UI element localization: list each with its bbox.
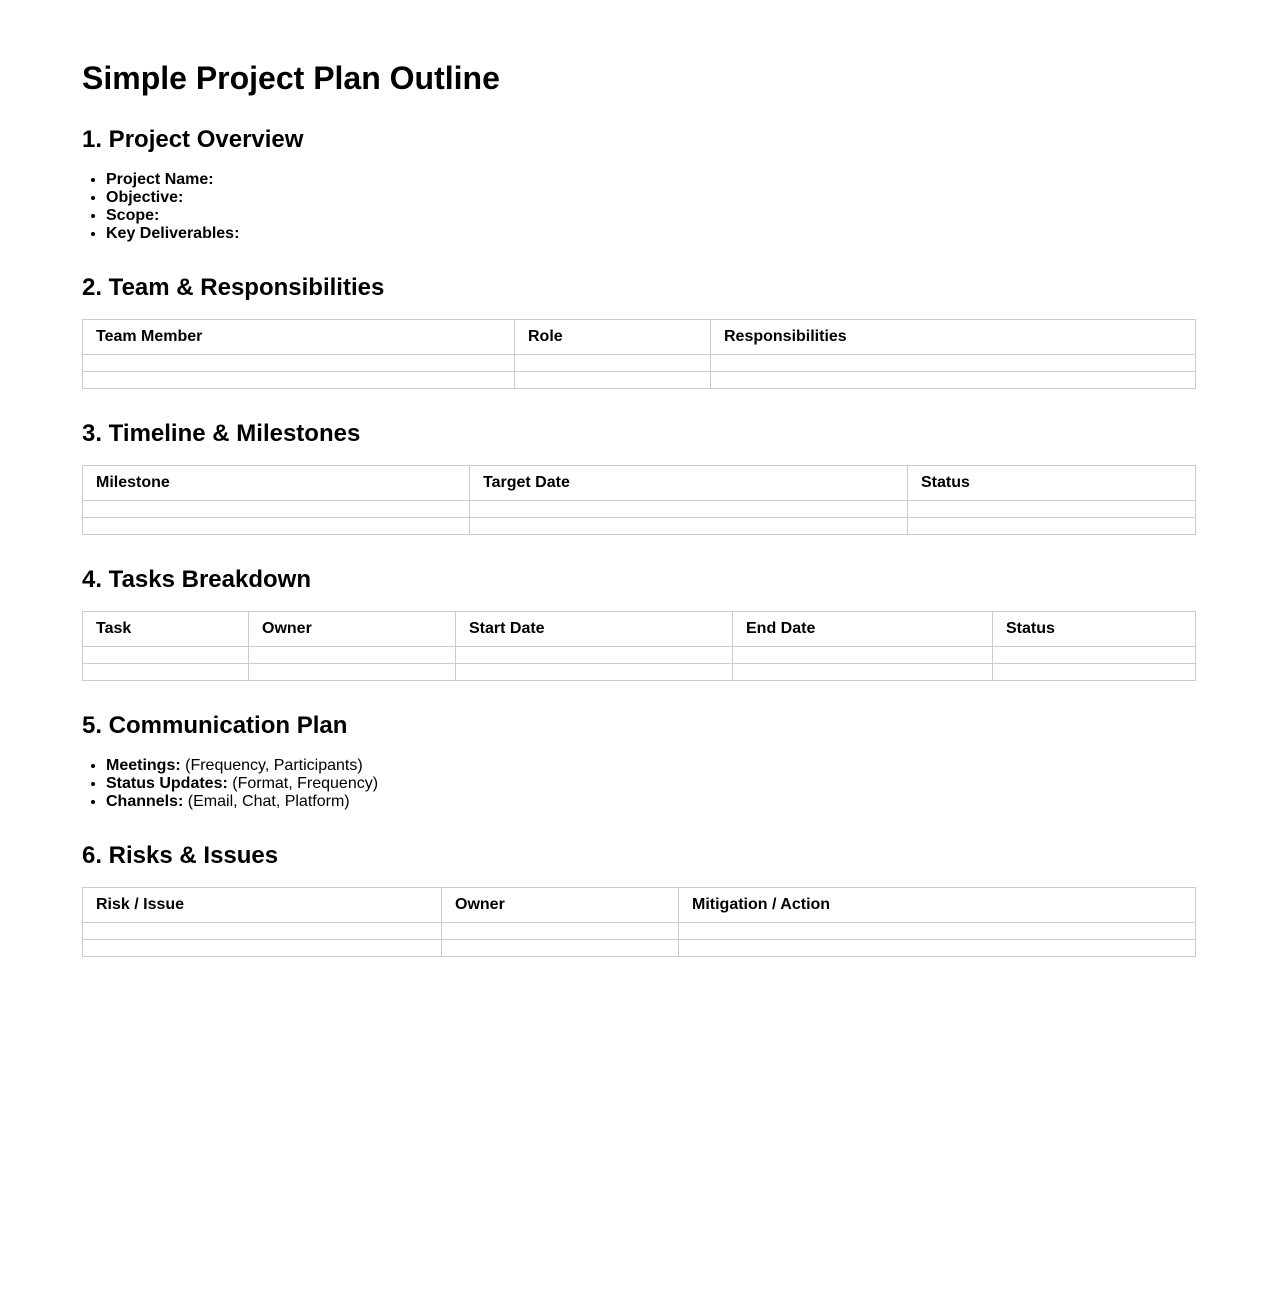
list-item: • Channels: (Email, Chat, Platform) [106,793,378,811]
list-item: • Status Updates: (Format, Frequency) [106,775,378,793]
section-heading-tasks: 4. Tasks Breakdown [82,566,311,593]
list-item: • Project Name: [106,171,239,189]
section-heading-communication: 5. Communication Plan [82,712,348,739]
section-heading-risks: 6. Risks & Issues [82,842,279,869]
table-cell[interactable] [456,664,733,681]
list-item: • Key Deliverables: [106,225,239,243]
table-cell[interactable] [993,647,1196,664]
table-cell[interactable] [679,940,1196,957]
table-cell[interactable] [83,518,470,535]
communication-list [82,757,378,811]
table-header-row [83,320,1196,355]
table-cell[interactable] [442,923,679,940]
table-cell[interactable] [83,923,442,940]
table-cell[interactable] [83,647,249,664]
section-heading-timeline: 3. Timeline & Milestones [82,420,361,447]
table-header-row [83,888,1196,923]
column-header: Start Date [456,612,733,647]
column-header: Risk / Issue [83,888,442,923]
timeline-table [82,465,1196,535]
list-item: • Meetings: (Frequency, Participants) [106,757,378,775]
column-header: Team Member [83,320,515,355]
table-cell[interactable] [733,664,993,681]
table-cell[interactable] [733,647,993,664]
table-cell[interactable] [83,372,515,389]
table-cell[interactable] [711,355,1196,372]
column-header: Target Date [470,466,908,501]
table-cell[interactable] [679,923,1196,940]
section-heading-overview: 1. Project Overview [82,126,304,153]
column-header: Role [515,320,711,355]
risks-table [82,887,1196,957]
list-item: • Objective: [106,189,239,207]
column-header: Status [908,466,1196,501]
column-header: Mitigation / Action [679,888,1196,923]
table-cell[interactable] [711,372,1196,389]
table-row [83,372,1196,389]
table-cell[interactable] [908,518,1196,535]
overview-list [82,171,239,243]
table-row [83,664,1196,681]
table-cell[interactable] [83,664,249,681]
column-header: Owner [249,612,456,647]
table-row [83,518,1196,535]
column-header: Status [993,612,1196,647]
table-cell[interactable] [993,664,1196,681]
table-header-row [83,466,1196,501]
table-cell[interactable] [470,501,908,518]
page-title: Simple Project Plan Outline [82,60,500,96]
list-item: • Scope: [106,207,239,225]
table-row [83,647,1196,664]
table-header-row [83,612,1196,647]
table-row [83,923,1196,940]
table-cell[interactable] [83,501,470,518]
table-cell[interactable] [456,647,733,664]
table-cell[interactable] [908,501,1196,518]
table-cell[interactable] [249,664,456,681]
column-header: Owner [442,888,679,923]
tasks-table [82,611,1196,681]
column-header: Responsibilities [711,320,1196,355]
table-row [83,940,1196,957]
table-cell[interactable] [442,940,679,957]
table-cell[interactable] [515,372,711,389]
table-cell[interactable] [470,518,908,535]
column-header: Task [83,612,249,647]
table-cell[interactable] [515,355,711,372]
team-table [82,319,1196,389]
column-header: Milestone [83,466,470,501]
table-cell[interactable] [83,355,515,372]
table-cell[interactable] [83,940,442,957]
table-row [83,355,1196,372]
section-heading-team: 2. Team & Responsibilities [82,274,385,301]
table-cell[interactable] [249,647,456,664]
column-header: End Date [733,612,993,647]
table-row [83,501,1196,518]
